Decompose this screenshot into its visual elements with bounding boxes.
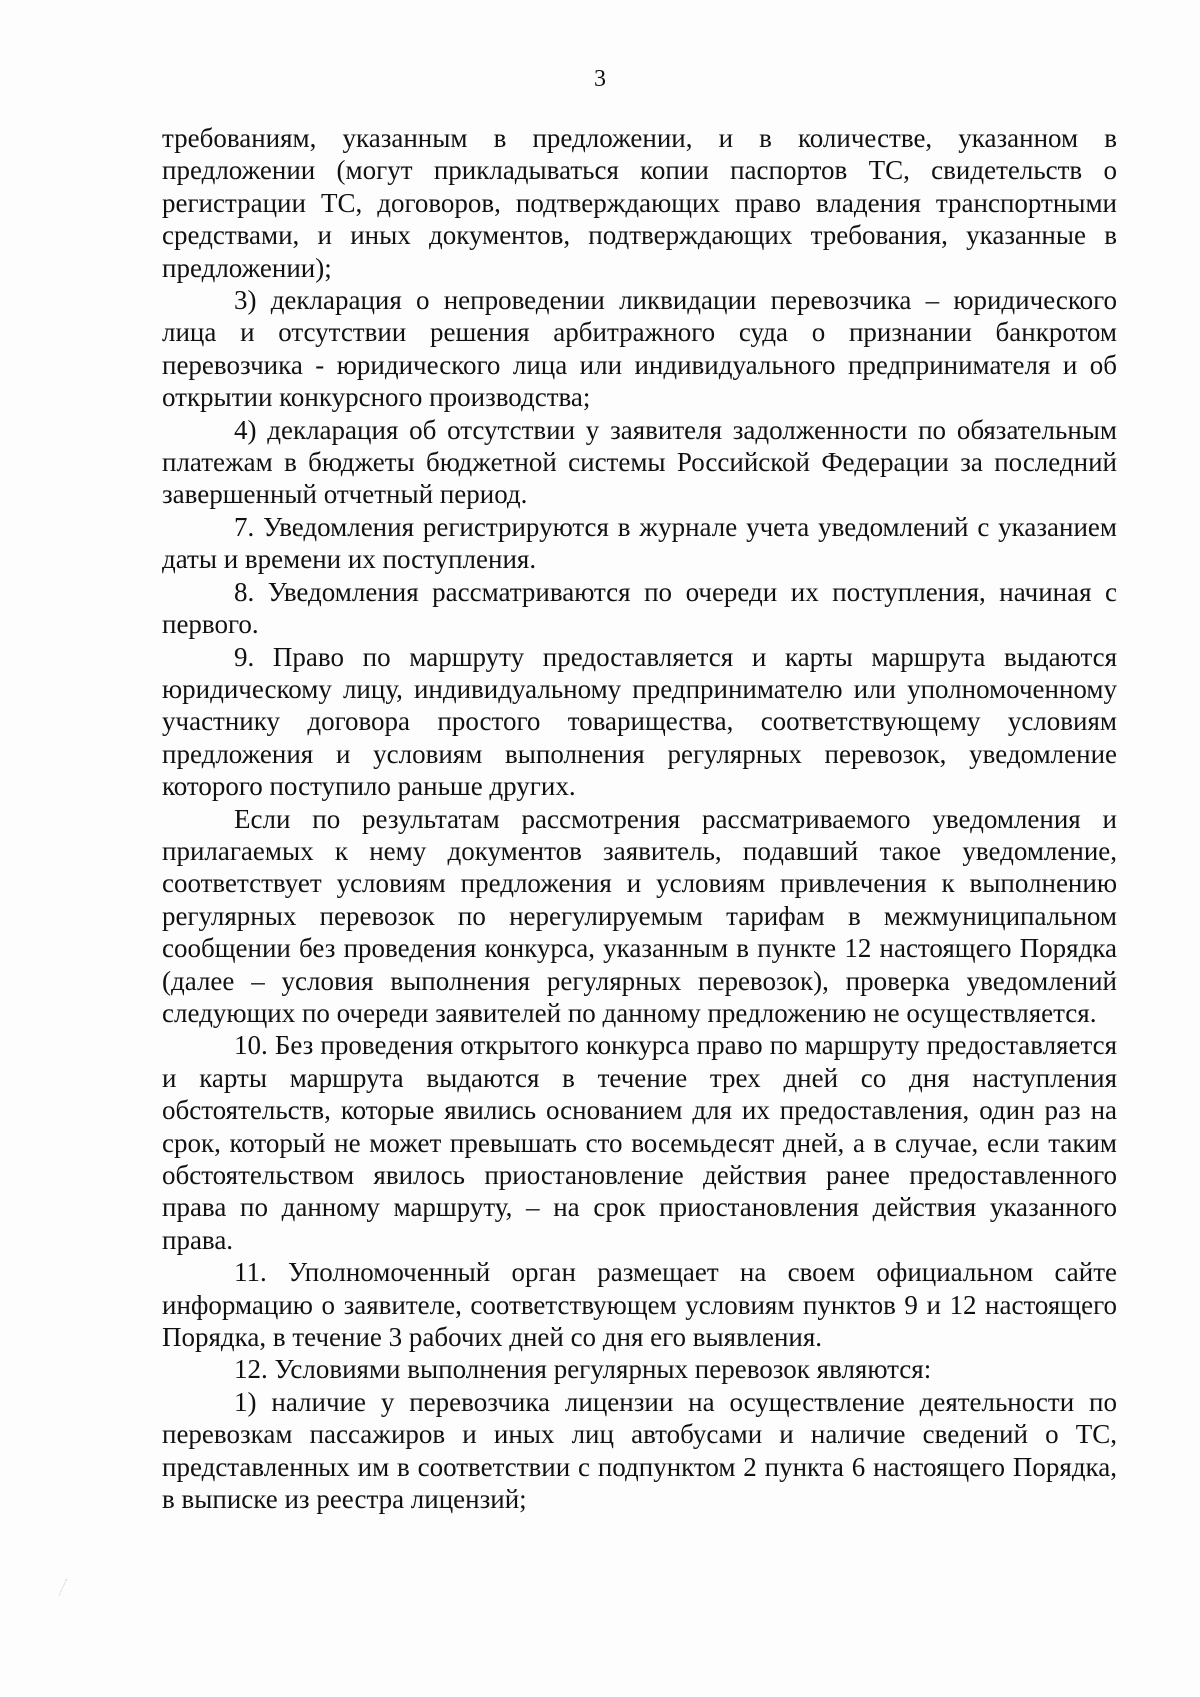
- paragraph-5: 8. Уведомления рассматриваются по очереди их поступления, начиная с первого.: [162, 576, 1117, 640]
- paragraph-1: требованиям, указанным в предложении, и в количестве, указанном в предложении (могут прикладываться копии паспортов ТС, свидетельств о регистрации ТС, договоров, подтверждающих право владения транспортными средствами, и иных документов, подтверждающих требования, указанные в предложении);: [162, 123, 1117, 283]
- document-body: [162, 122, 1117, 1515]
- paragraph-6: 9. Право по маршруту предоставляется и карты маршрута выдаются юридическому лицу, индивидуальному предпринимателю или уполномоченному участнику договора простого товарищества, соответствующему условиям предложения и условиям выполнения регулярных перевозок, уведомление которого поступило раньше других.: [162, 641, 1117, 802]
- paragraph-2: 3) декларация о непроведении ликвидации перевозчика – юридического лица и отсутствии решения арбитражного суда о признании банкротом перевозчика - юридического лица или индивидуального предпринимателя и об открытии конкурсного производства;: [162, 285, 1117, 413]
- paragraph-7: Если по результатам рассмотрения рассматриваемого уведомления и прилагаемых к нему документов заявитель, подавший такое уведомление, соответствует условиям предложения и условиям привлечения к выполнению регулярных перевозок по нерегулируемым тарифам в межмуниципальном сообщении без проведения конкурса, указанным в пункте 12 настоящего Порядка (далее – условия выполнения регулярных перевозок), проверка уведомлений следующих по очереди заявителей по данному предложению не осуществляется.: [162, 803, 1117, 1028]
- paragraph-8: 10. Без проведения открытого конкурса право по маршруту предоставляется и карты маршрута выдаются в течение трех дней со дня наступления обстоятельств, которые явились основанием для их предоставления, один раз на срок, который не может превышать сто восемьдесят дней, а в случае, если таким обстоятельством явилось приостановление действия ранее предоставленного права по данному маршруту, – на срок приостановления действия указанного права.: [162, 1030, 1117, 1255]
- scan-mark: [59, 1579, 75, 1599]
- paragraph-11: 1) наличие у перевозчика лицензии на осуществление деятельности по перевозкам пассажиров и иных лиц автобусами и наличие сведений о ТС, представленных им в соответствии с подпунктом 2 пункта 6 настоящего Порядка, в выписке из реестра лицензий;: [162, 1386, 1117, 1515]
- paragraph-3: 4) декларация об отсутствии у заявителя задолженности по обязательным платежам в бюджеты бюджетной системы Российской Федерации за последний завершенный отчетный период.: [162, 414, 1117, 510]
- page-number: 3: [594, 66, 606, 92]
- paragraph-10: 12. Условиями выполнения регулярных перевозок являются:: [234, 1354, 932, 1385]
- paragraph-9: 11. Уполномоченный орган размещает на своем официальном сайте информацию о заявителе, соответствующем условиям пунктов 9 и 12 настоящего Порядка, в течение 3 рабочих дней со дня его выявления.: [162, 1257, 1117, 1353]
- paragraph-4: 7. Уведомления регистрируются в журнале учета уведомлений с указанием даты и времени их поступления.: [162, 511, 1117, 575]
